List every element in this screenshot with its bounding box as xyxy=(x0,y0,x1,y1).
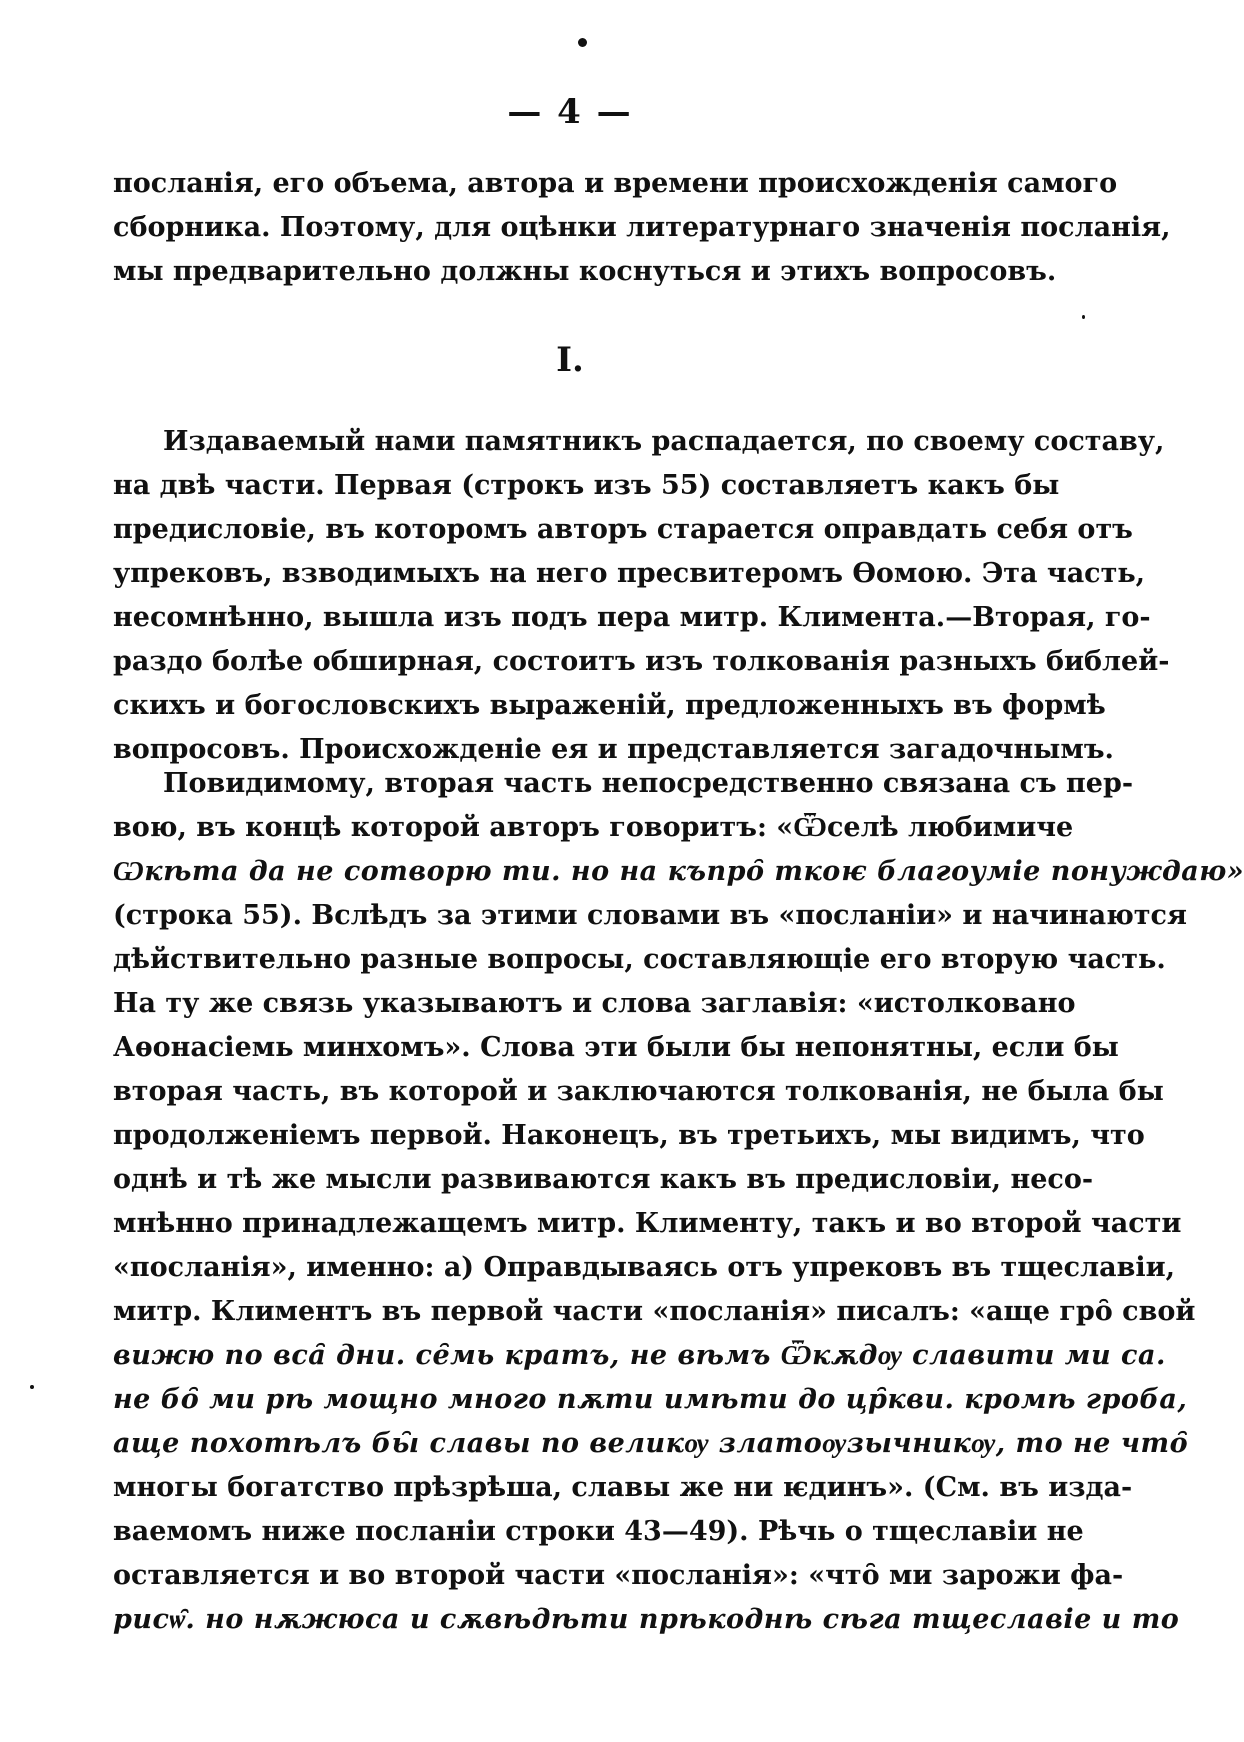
text-line: мнѣнно принадлежащемъ митр. Клименту, такъ и во второй части xyxy=(113,1208,1182,1239)
text-line: упрековъ, взводимыхъ на него пресвитеромъ Ѳомою. Эта часть, xyxy=(113,558,1146,589)
text-line: Повидимому, вторая часть непосредственно связана съ пер- xyxy=(163,768,1134,799)
ink-speck xyxy=(1082,315,1085,319)
text-line-church-slavonic: вижю по вса̑ дни. се̑мь кратъ, не вѣмъ Ѿкѫдѹ славити ми са. xyxy=(113,1340,1166,1371)
text-line: На ту же связь указываютъ и слова заглавія: «истолковано xyxy=(113,988,1076,1019)
text-line: сборника. Поэтому, для оцѣнки литературнаго значенія посланія, xyxy=(113,212,1171,243)
text-line: скихъ и богословскихъ выраженій, предложенныхъ въ формѣ xyxy=(113,690,1106,721)
page-number: — 4 — xyxy=(507,92,633,132)
text-line: ваемомъ ниже посланіи строки 43—49). Рѣчь о тщеславіи не xyxy=(113,1516,1084,1547)
intro-paragraph xyxy=(113,162,1171,294)
ink-speck xyxy=(578,38,587,47)
text-line: «посланія», именно: а) Оправдываясь отъ упрековъ въ тщеславіи, xyxy=(113,1252,1176,1283)
text-line: продолженіемъ первой. Наконецъ, въ третьихъ, мы видимъ, что xyxy=(113,1120,1145,1151)
text-line: митр. Климентъ въ первой части «посланія» писалъ: «аще гро̑ свой xyxy=(113,1296,1196,1327)
paragraph-1 xyxy=(113,420,1170,772)
text-line: вторая часть, въ которой и заключаются толкованія, не была бы xyxy=(113,1076,1164,1107)
text-line: мы предварительно должны коснуться и этихъ вопросовъ. xyxy=(113,256,1057,287)
paragraph-2 xyxy=(113,762,1244,1642)
text-line: раздо болѣе обширная, состоитъ изъ толкованія разныхъ библей- xyxy=(113,646,1170,677)
text-line: вопросовъ. Происхожденіе ея и представляется загадочнымъ. xyxy=(113,734,1114,765)
ink-speck xyxy=(30,1385,34,1389)
text-line: на двѣ части. Первая (строкъ изъ 55) составляетъ какъ бы xyxy=(113,470,1060,501)
text-line: предисловіе, въ которомъ авторъ старается оправдать себя отъ xyxy=(113,514,1133,545)
text-line: однѣ и тѣ же мысли развиваются какъ въ предисловіи, несо- xyxy=(113,1164,1094,1195)
text-line: посланія, его объема, автора и времени происхожденія самого xyxy=(113,168,1118,199)
text-line: многы богатство прѣзрѣша, славы же ни ѥдинъ». (См. въ изда- xyxy=(113,1472,1133,1503)
text-line: (строка 55). Вслѣдъ за этими словами въ «посланіи» и начинаются xyxy=(113,900,1187,931)
section-heading: I. xyxy=(556,340,584,380)
text-line-church-slavonic: не бо̑ ми рѣ мощно много пѫти имѣти до цр̑кви. кромѣ гроба, xyxy=(113,1384,1188,1415)
text-line-church-slavonic: аще похотѣлъ бы̑ славы по великѹ златоѹзычникѹ, то не что̑ xyxy=(113,1428,1189,1459)
text-line-church-slavonic: рисѡ̑. но нѫжюса и сѫвѣдѣти прѣкоднѣ сѣга тщеславіе и то xyxy=(113,1604,1180,1635)
text-line: несомнѣнно, вышла изъ подъ пера митр. Климента.—Вторая, го- xyxy=(113,602,1151,633)
text-line: дѣйствительно разные вопросы, составляющіе его вторую часть. xyxy=(113,944,1166,975)
text-line: оставляется и во второй части «посланія»: «что̑ ми зарожи фа- xyxy=(113,1560,1124,1591)
text-line: вою, въ концѣ которой авторъ говоритъ: «Ѿселѣ любимиче xyxy=(113,812,1074,843)
text-line: Аѳонасіемь минхомъ». Слова эти были бы непонятны, если бы xyxy=(113,1032,1119,1063)
text-line: Издаваемый нами памятникъ распадается, по своему составу, xyxy=(163,426,1165,457)
text-line-church-slavonic: Ѡкѣта да не сотворю ти. но на къпро̑ ткоѥ благоуміе понуждаю» xyxy=(113,856,1244,887)
